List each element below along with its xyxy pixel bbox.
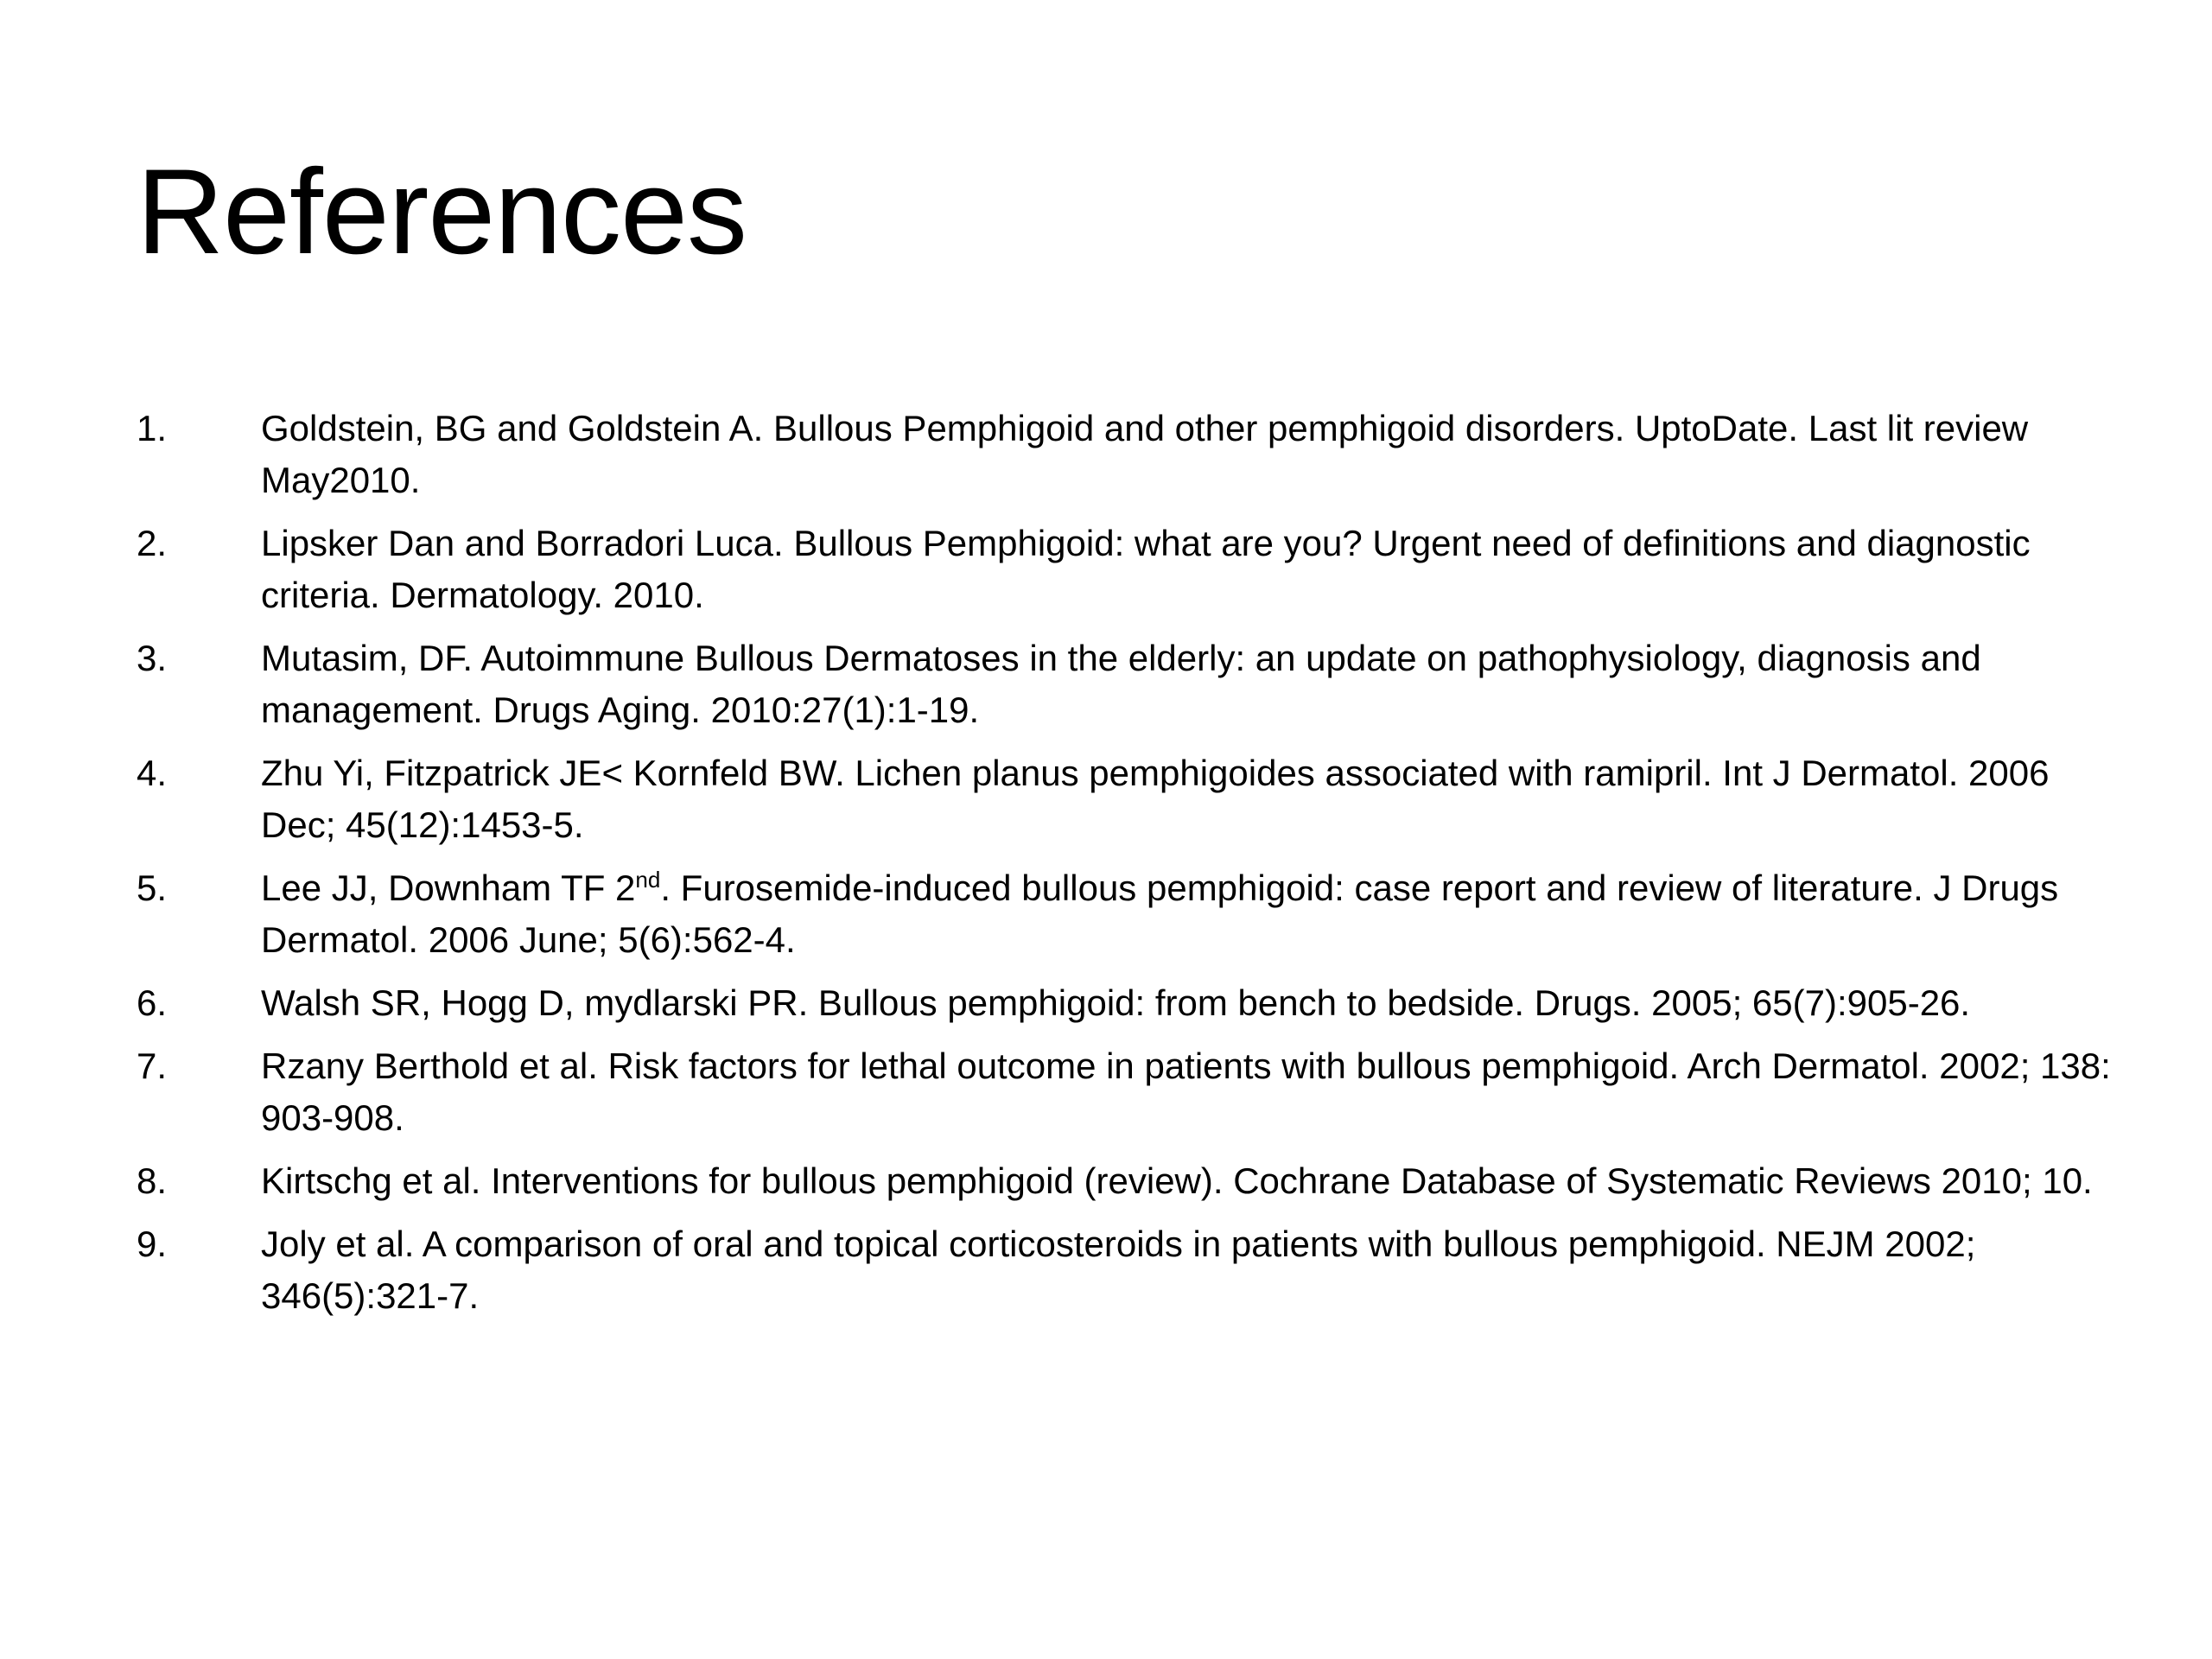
reference-text: Rzany Berthold et al. Risk factors for lethal outcome in patients with bullous pemphigoid. Arch Dermatol. 2002; 138: 903-908. [261,1046,2111,1138]
reference-item [137,1218,2124,1322]
reference-item [137,518,2124,621]
reference-number: 4. [137,753,168,793]
reference-number: 6. [137,982,168,1023]
reference-item [137,1040,2124,1144]
reference-item [137,977,2124,1029]
reference-item [137,403,2124,506]
reference-number: 3. [137,638,168,678]
reference-text: Zhu Yi, Fitzpatrick JE< Kornfeld BW. Lichen planus pemphigoides associated with ramipril. Int J Dermatol. 2006 Dec; 45(12):1453-5. [261,753,2050,845]
reference-text [261,862,2124,966]
reference-text: Goldstein, BG and Goldstein A. Bullous Pemphigoid and other pemphigoid disorders. UptoDate. Last lit review May2010. [261,408,2029,500]
reference-text-after: . Furosemide-induced bullous pemphigoid: case report and review of literature. J Drugs Dermatol. 2006 June; 5(6):562-4. [261,868,2059,960]
reference-item [137,1155,2124,1207]
reference-number: 7. [137,1046,168,1086]
slide-title: References [137,143,747,279]
reference-number: 2. [137,523,168,563]
reference-item [137,632,2124,736]
reference-list [137,403,2124,1333]
reference-text: Kirtschg et al. Interventions for bullous pemphigoid (review). Cochrane Database of Systematic Reviews 2010; 10. [261,1160,2093,1201]
reference-text: Walsh SR, Hogg D, mydlarski PR. Bullous pemphigoid: from bench to bedside. Drugs. 2005; 65(7):905-26. [261,982,1971,1023]
reference-number: 1. [137,408,168,448]
reference-text: Lipsker Dan and Borradori Luca. Bullous Pemphigoid: what are you? Urgent need of definitions and diagnostic criteria. Dermatology. 2010. [261,523,2031,615]
reference-text-before: Lee JJ, Downham TF 2 [261,868,636,908]
reference-item [137,747,2124,851]
reference-text: Joly et al. A comparison of oral and topical corticosteroids in patients with bullous pemphigoid. NEJM 2002; 346(5):321-7. [261,1224,1976,1316]
reference-text: Mutasim, DF. Autoimmune Bullous Dermatoses in the elderly: an update on pathophysiology, diagnosis and management. Drugs Aging. 2010:27(1):1-19. [261,638,1981,730]
reference-number: 9. [137,1224,168,1264]
reference-item [137,862,2124,966]
reference-number: 5. [137,868,168,908]
reference-number: 8. [137,1160,168,1201]
reference-superscript: nd [635,867,661,893]
